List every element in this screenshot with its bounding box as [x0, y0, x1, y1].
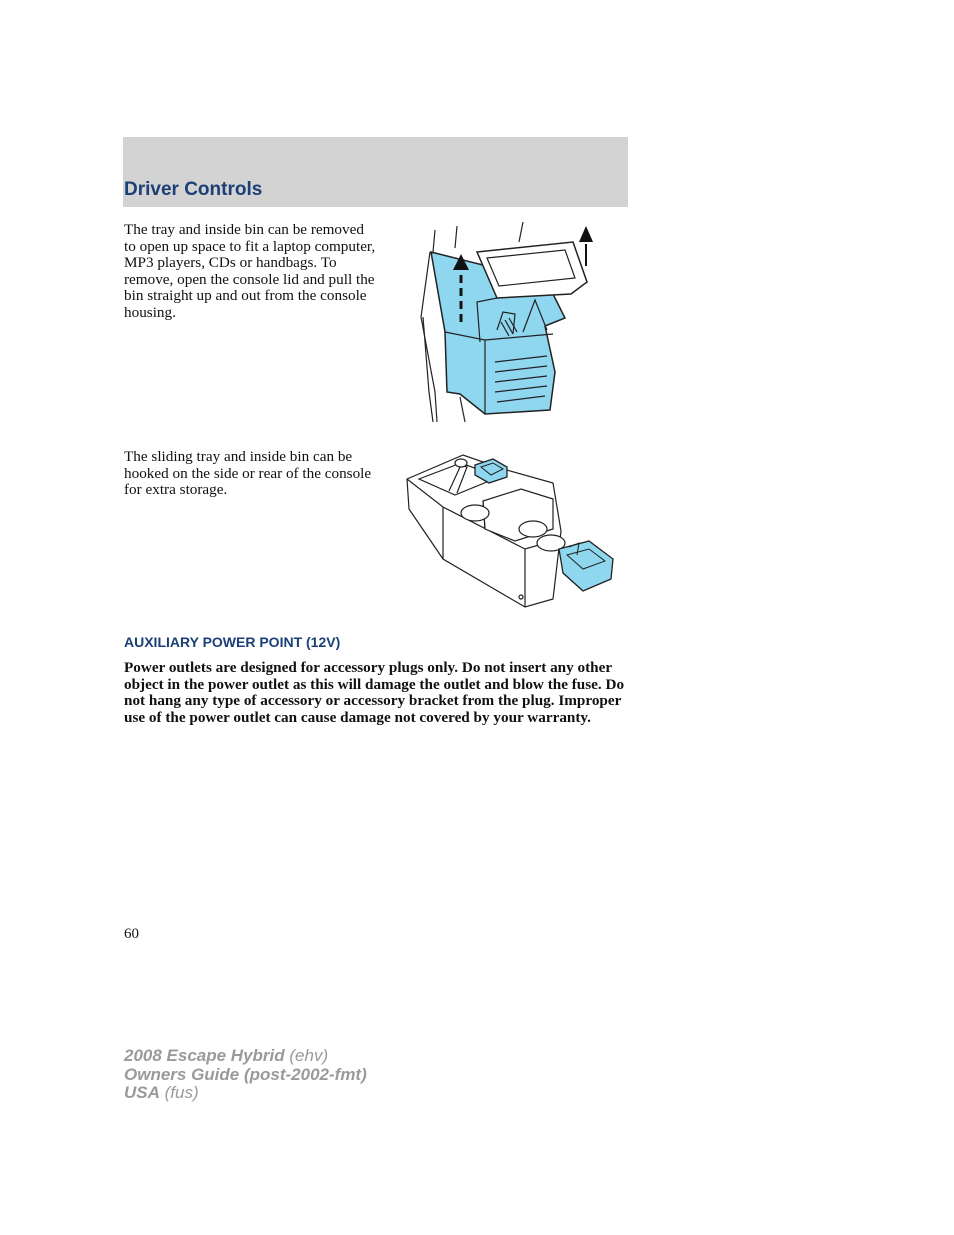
bin-removal-illustration — [405, 222, 630, 427]
paragraph-bin-removal: The tray and inside bin can be removed to open up space to fit a laptop computer, MP3 players, CDs or handbags. To remove, open the console lid and pull the bin straight up and out from the console housing. — [124, 221, 376, 321]
section-title: Driver Controls — [124, 179, 263, 200]
footer-line-3: USA (fus) — [124, 1083, 199, 1102]
arrow-up-icon — [579, 226, 593, 266]
paragraph-tray-hooking: The sliding tray and inside bin can be hooked on the side or rear of the console for extra storage. — [124, 448, 372, 498]
footer-doc-info — [124, 1047, 367, 1103]
footer-line-2: Owners Guide (post-2002-fmt) — [124, 1064, 367, 1084]
console-storage-illustration — [403, 449, 625, 614]
footer-line-1: 2008 Escape Hybrid (ehv) — [124, 1046, 329, 1065]
subheading-auxiliary-power: AUXILIARY POWER POINT (12V) — [124, 634, 341, 650]
bin-shape — [559, 541, 613, 591]
warning-text: Power outlets are designed for accessory plugs only. Do not insert any other object in the power outlet as this will damage the outlet and blow the fuse. Do not hang any type of accessory or accessory bracket from the plug. Improper use of the power outlet can cause damage not covered by your warranty. — [124, 659, 625, 726]
page-number: 60 — [124, 926, 139, 942]
